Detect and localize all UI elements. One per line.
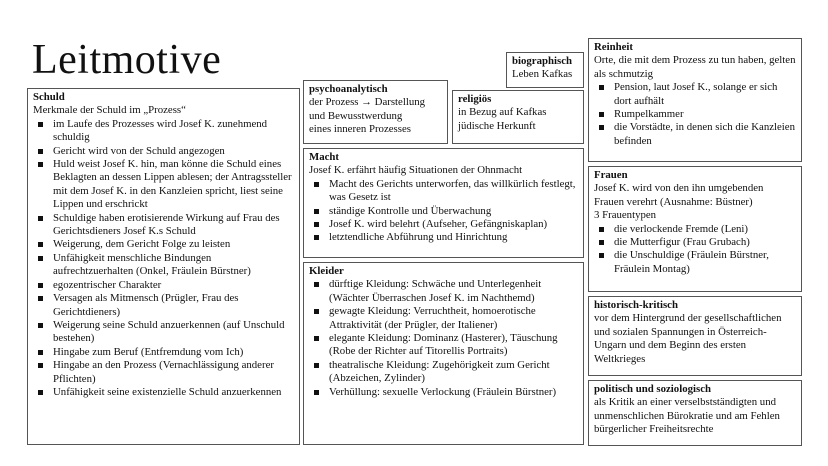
list-item: im Laufe des Prozesses wird Josef K. zunehmend schuldig bbox=[33, 118, 294, 145]
list-item: Verhüllung: sexuelle Verlockung (Fräulein Bürstner) bbox=[309, 386, 578, 399]
list-item: Hingabe an den Prozess (Vernachlässigung anderer Pflichten) bbox=[33, 359, 294, 386]
list-item: Gericht wird von der Schuld angezogen bbox=[33, 145, 294, 158]
bio-line: Leben Kafkas bbox=[512, 68, 573, 81]
list-item: ständige Kontrolle und Überwachung bbox=[309, 205, 578, 218]
reinheit-box bbox=[588, 38, 802, 162]
religioes-box bbox=[452, 90, 584, 144]
list-item: Rumpelkammer bbox=[594, 108, 796, 121]
list-item: Huld weist Josef K. hin, man könne die Schuld eines Beklagten an dessen Lippen ablesen; der Antragssteller mit dem Josef K. in den Kanzleien spricht, liest seine Lippen und erschrickt bbox=[33, 158, 294, 212]
bio-box bbox=[506, 52, 584, 88]
list-item: Josef K. wird belehrt (Aufseher, Gefängniskaplan) bbox=[309, 218, 578, 231]
schuld-list bbox=[33, 118, 294, 400]
kleider-list bbox=[309, 278, 578, 399]
list-item: Schuldige haben erotisierende Wirkung auf Frau des Gerichtsdieners Josef K.s Schuld bbox=[33, 212, 294, 239]
list-item: die Mutterfigur (Frau Grubach) bbox=[594, 236, 796, 249]
politisch-box bbox=[588, 380, 802, 446]
politisch-heading: politisch und soziologisch bbox=[594, 383, 711, 395]
list-item: Pension, laut Josef K., solange er sich dort aufhält bbox=[594, 81, 796, 108]
list-item: theatralische Kleidung: Zugehörigkeit zum Gericht (Abzeichen, Zylinder) bbox=[309, 359, 578, 386]
psycho-line: der Prozess → Darstellung bbox=[309, 96, 426, 109]
schuld-intro: Merkmale der Schuld im „Prozess“ bbox=[33, 104, 186, 117]
reinheit-intro: Orte, die mit dem Prozess zu tun haben, gelten als schmutzig bbox=[594, 54, 796, 80]
reinheit-list bbox=[594, 81, 796, 148]
religioes-line: in Bezug auf Kafkas bbox=[458, 106, 547, 119]
list-item: Unfähigkeit seine existenzielle Schuld anzuerkennen bbox=[33, 386, 294, 399]
list-item: gewagte Kleidung: Verruchtheit, homoerotische Attraktivität (der Prügler, der Italiener) bbox=[309, 305, 578, 332]
frauen-box bbox=[588, 166, 802, 292]
reinheit-heading: Reinheit bbox=[594, 41, 633, 53]
kleider-box bbox=[303, 262, 584, 445]
historisch-text: vor dem Hintergrund der gesellschaftlichen und sozialen Spannungen in Österreich-Ungarn und dem Beginn des ersten Weltkrieges bbox=[594, 312, 782, 365]
macht-heading: Macht bbox=[309, 151, 339, 163]
list-item: egozentrischer Charakter bbox=[33, 279, 294, 292]
frauen-intro2: 3 Frauentypen bbox=[594, 209, 657, 222]
religioes-line: jüdische Herkunft bbox=[458, 119, 536, 132]
historisch-box bbox=[588, 296, 802, 376]
list-item: dürftige Kleidung: Schwäche und Unterlegenheit (Wächter Überraschen Josef K. im Nachthemd) bbox=[309, 278, 578, 305]
psycho-line: und Bewusstwerdung bbox=[309, 109, 403, 122]
schuld-heading: Schuld bbox=[33, 91, 65, 103]
frauen-list bbox=[594, 223, 796, 277]
frauen-heading: Frauen bbox=[594, 169, 628, 181]
list-item: Versagen als Mitmensch (Prügler, Frau des Gerichtdieners) bbox=[33, 292, 294, 319]
religioes-heading: religiös bbox=[458, 93, 492, 105]
list-item: die Unschuldige (Fräulein Bürstner, Fräulein Montag) bbox=[594, 249, 796, 276]
bio-heading: biographisch bbox=[512, 55, 572, 67]
list-item: elegante Kleidung: Dominanz (Hasterer), Täuschung (Robe der Richter auf Titorellis Portraits) bbox=[309, 332, 578, 359]
macht-intro: Josef K. erfährt häufig Situationen der Ohnmacht bbox=[309, 164, 523, 177]
list-item: Macht des Gerichts unterworfen, das willkürlich festlegt, was Gesetz ist bbox=[309, 178, 578, 205]
macht-box bbox=[303, 148, 584, 258]
list-item: Unfähigkeit menschliche Bindungen aufrechtzuerhalten (Onkel, Fräulein Bürstner) bbox=[33, 252, 294, 279]
list-item: die Vorstädte, in denen sich die Kanzleien befinden bbox=[594, 121, 796, 148]
list-item: die verlockende Fremde (Leni) bbox=[594, 223, 796, 236]
list-item: letztendliche Abführung und Hinrichtung bbox=[309, 231, 578, 244]
psycho-heading: psychoanalytisch bbox=[309, 83, 388, 95]
kleider-heading: Kleider bbox=[309, 265, 344, 277]
list-item: Weigerung seine Schuld anzuerkennen (auf Unschuld bestehen) bbox=[33, 319, 294, 346]
page-title: Leitmotive bbox=[32, 37, 222, 83]
politisch-text: als Kritik an einer verselbstständigten und unmenschlichen Bürokratie und am Fehlen bürgerlicher Freiheitsrechte bbox=[594, 396, 780, 436]
psycho-line: eines inneren Prozesses bbox=[309, 123, 411, 136]
list-item: Weigerung, dem Gericht Folge zu leisten bbox=[33, 238, 294, 251]
historisch-heading: historisch-kritisch bbox=[594, 299, 678, 311]
macht-list bbox=[309, 178, 578, 245]
schuld-box bbox=[27, 88, 300, 445]
frauen-intro: Josef K. wird von den ihn umgebenden Frauen verehrt (Ausnahme: Büstner) bbox=[594, 182, 764, 208]
list-item: Hingabe zum Beruf (Entfremdung vom Ich) bbox=[33, 346, 294, 359]
psycho-box bbox=[303, 80, 448, 144]
